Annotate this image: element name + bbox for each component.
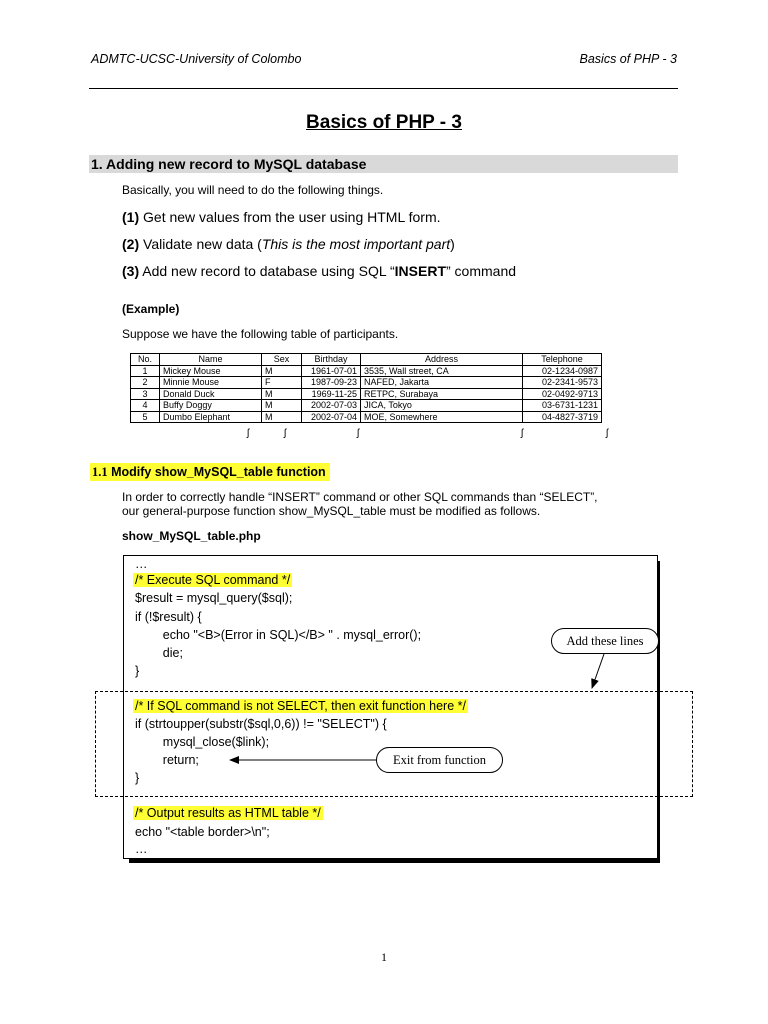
col-header-name: Name	[160, 354, 262, 366]
cell-no: 5	[131, 411, 160, 423]
add-lines-callout: Add these lines	[551, 628, 659, 654]
step-3-text: Add new record to database using SQL “	[139, 263, 395, 279]
col-header-no: No.	[131, 354, 160, 366]
col-header-birthday: Birthday	[302, 354, 361, 366]
example-intro: Suppose we have the following table of participants.	[122, 327, 399, 341]
column-mark: ʃ	[284, 428, 287, 439]
code-line: if (strtoupper(substr($sql,0,6)) != "SELECT") {	[135, 717, 387, 731]
column-mark: ʃ	[606, 428, 609, 439]
column-mark: ʃ	[357, 428, 360, 439]
col-header-telephone: Telephone	[523, 354, 602, 366]
step-1-number: (1)	[122, 209, 140, 225]
cell-sex: M	[262, 365, 302, 377]
code-comment: /* Output results as HTML table */	[135, 806, 321, 820]
header-right: Basics of PHP - 3	[579, 52, 677, 66]
code-line: return;	[135, 753, 199, 767]
code-line: $result = mysql_query($sql);	[135, 591, 293, 605]
cell-no: 2	[131, 377, 160, 389]
step-2-number: (2)	[122, 236, 140, 252]
subsection-title: Modify show_MySQL_table function	[107, 465, 326, 479]
code-line: echo "<table border>\n";	[135, 825, 270, 839]
cell-birthday: 1961-07-01	[302, 365, 361, 377]
col-header-sex: Sex	[262, 354, 302, 366]
cell-birthday: 2002-07-04	[302, 411, 361, 423]
code-line: }	[135, 664, 140, 678]
step-2-emphasis: This is the most important part	[261, 236, 451, 252]
page-title: Basics of PHP - 3	[306, 112, 462, 133]
cell-address: RETPC, Surabaya	[361, 388, 523, 400]
code-comment: /* If SQL command is not SELECT, then exit function here */	[135, 699, 466, 713]
cell-telephone: 02-2341-9573	[523, 377, 602, 389]
code-line: …	[135, 842, 148, 856]
cell-telephone: 02-0492-9713	[523, 388, 602, 400]
cell-sex: M	[262, 388, 302, 400]
cell-name: Mickey Mouse	[160, 365, 262, 377]
code-comment: /* Execute SQL command */	[135, 573, 291, 587]
example-label: (Example)	[122, 302, 180, 316]
step-1-text: Get new values from the user using HTML form.	[139, 209, 441, 225]
cell-address: MOE, Somewhere	[361, 411, 523, 423]
cell-birthday: 1987-09-23	[302, 377, 361, 389]
section-intro: Basically, you will need to do the following things.	[122, 183, 384, 197]
step-3-keyword: INSERT	[394, 263, 446, 279]
cell-no: 1	[131, 365, 160, 377]
code-line: }	[135, 771, 140, 785]
exit-function-callout: Exit from function	[376, 747, 503, 773]
cell-birthday: 1969-11-25	[302, 388, 361, 400]
code-line: echo "<B>(Error in SQL)</B> " . mysql_error();	[135, 628, 422, 642]
subsection-para-line1: In order to correctly handle “INSERT” command or other SQL commands than “SELECT”,	[122, 490, 598, 504]
subsection-para-line2: our general-purpose function show_MySQL_table must be modified as follows.	[122, 504, 541, 518]
add-lines-arrow	[592, 654, 604, 688]
cell-sex: M	[262, 411, 302, 423]
cell-no: 3	[131, 388, 160, 400]
page-number: 1	[381, 950, 387, 964]
step-3-number: (3)	[122, 263, 140, 279]
subsection-number: 1.1	[92, 465, 108, 479]
step-3-text-after: ” command	[446, 263, 517, 279]
cell-telephone: 04-4827-3719	[523, 411, 602, 423]
cell-no: 4	[131, 400, 160, 412]
cell-address: 3535, Wall street, CA	[361, 365, 523, 377]
column-mark: ʃ	[247, 428, 250, 439]
code-line: mysql_close($link);	[135, 735, 270, 749]
code-line: die;	[135, 646, 183, 660]
cell-address: NAFED, Jakarta	[361, 377, 523, 389]
cell-address: JICA, Tokyo	[361, 400, 523, 412]
cell-name: Donald Duck	[160, 388, 262, 400]
header-left: ADMTC-UCSC-University of Colombo	[91, 52, 302, 66]
cell-sex: M	[262, 400, 302, 412]
code-line: if (!$result) {	[135, 610, 202, 624]
cell-sex: F	[262, 377, 302, 389]
code-line: …	[135, 557, 148, 571]
cell-name: Dumbo Elephant	[160, 411, 262, 423]
cell-name: Minnie Mouse	[160, 377, 262, 389]
section-heading: 1. Adding new record to MySQL database	[91, 156, 367, 172]
step-2-text-after: )	[450, 236, 455, 252]
cell-telephone: 03-6731-1231	[523, 400, 602, 412]
cell-name: Buffy Doggy	[160, 400, 262, 412]
col-header-address: Address	[361, 354, 523, 366]
column-mark: ʃ	[521, 428, 524, 439]
step-2-text: Validate new data (	[139, 236, 262, 252]
cell-telephone: 02-1234-0987	[523, 365, 602, 377]
code-filename: show_MySQL_table.php	[122, 529, 261, 543]
cell-birthday: 2002-07-03	[302, 400, 361, 412]
